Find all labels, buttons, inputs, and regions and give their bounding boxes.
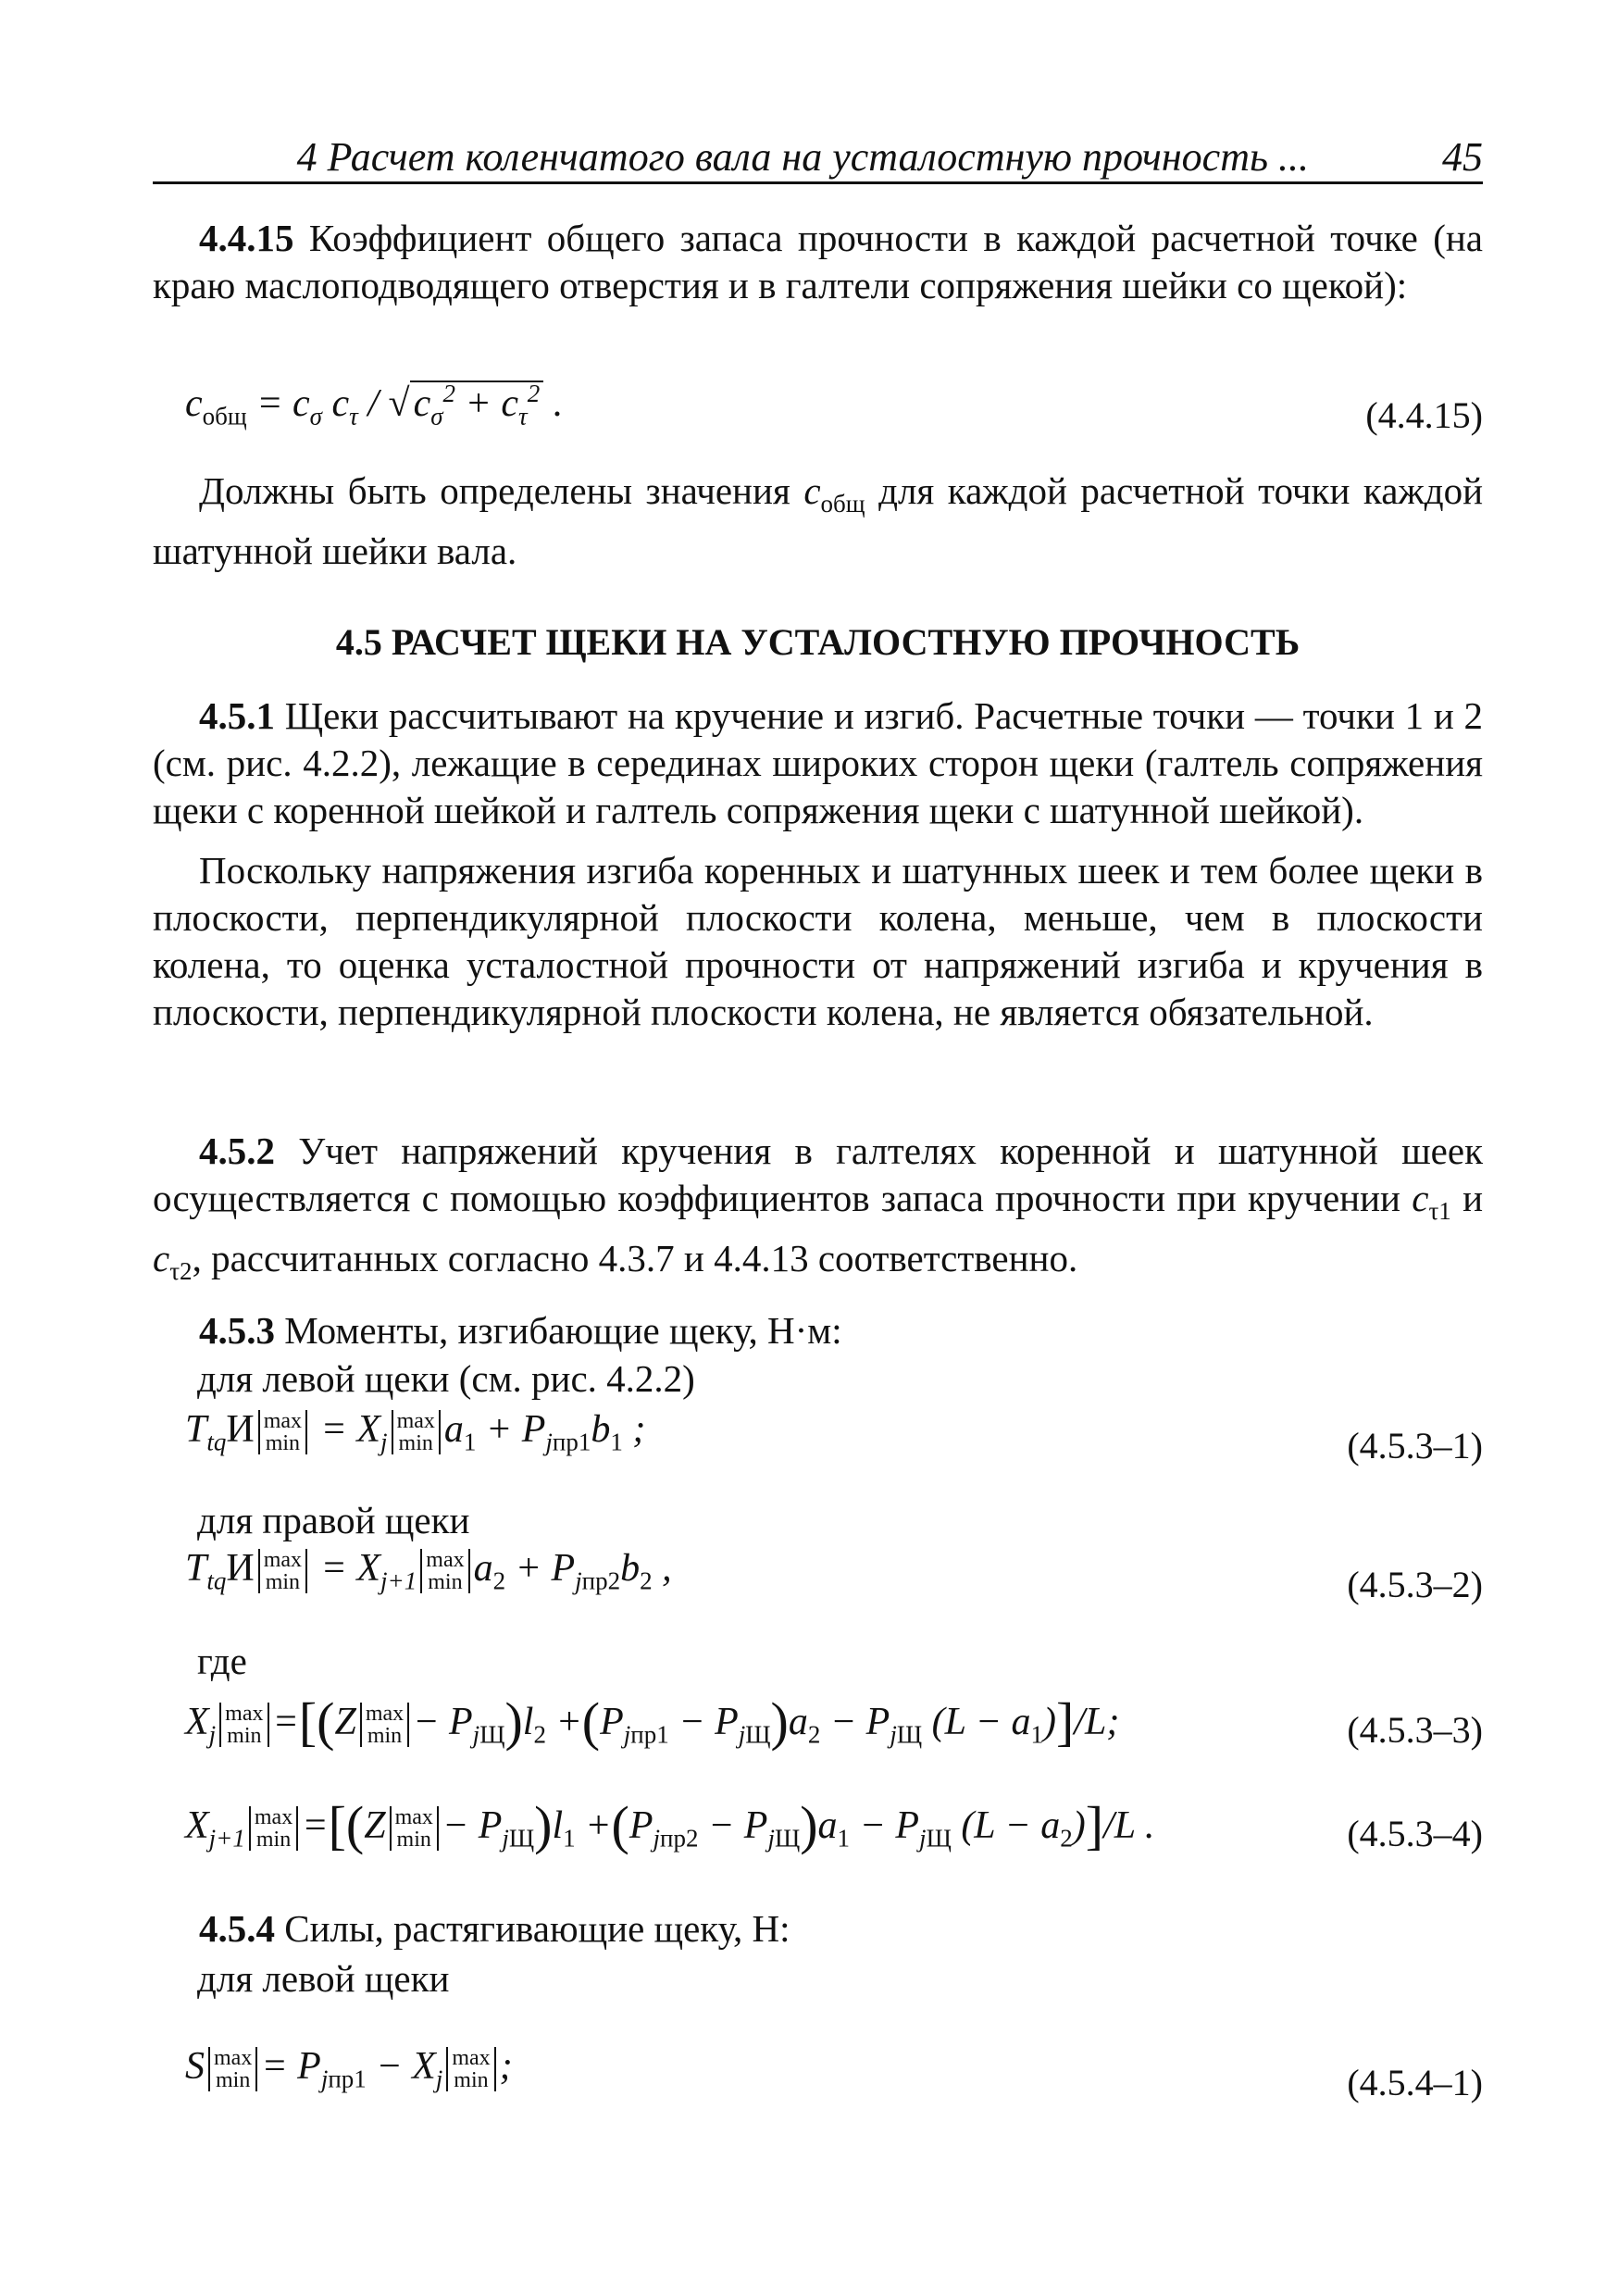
clause-number: 4.5.2 bbox=[199, 1129, 275, 1172]
paragraph-text: Коэффициент общего запаса прочности в каждой расчетной точке (на краю маслоподводящего отверстия и в галтели сопряжения шейки со щекой): bbox=[153, 217, 1483, 306]
paragraph: 4.5.4 Силы, растягивающие щеку, Н: bbox=[199, 1907, 790, 1950]
text-line: для левой щеки bbox=[197, 1957, 450, 2000]
paragraph bbox=[153, 215, 1483, 309]
section-4-5-3 bbox=[153, 1307, 1483, 1354]
equation-number: (4.5.3–1) bbox=[1347, 1425, 1483, 1466]
equation-number: (4.5.3–4) bbox=[1347, 1813, 1483, 1854]
paragraph: 4.5.3 Моменты, изгибающие щеку, Н·м: bbox=[199, 1309, 842, 1352]
equation-number: (4.5.3–2) bbox=[1347, 1564, 1483, 1605]
text-line: для левой щеки (см. рис. 4.2.2) bbox=[197, 1357, 695, 1400]
paragraph: Поскольку напряжения изгиба коренных и шатунных шеек и тем более щеки в плоскости, перпендикулярной плоскости колена, меньше, чем в плоскости колена, то оценка усталостной прочности от напряжений изгиба и кручения в плоскости, перпендикулярной плоскости колена, не является обязательной. bbox=[153, 849, 1483, 1033]
section-4-4-15 bbox=[153, 215, 1483, 309]
clause-number: 4.5.3 bbox=[199, 1309, 275, 1352]
formula-4-5-3-1: $T_{tq}И$ max min = $X_j$ max min $a_1 + P_{jпр1}b_1$ ; bbox=[185, 1408, 646, 1456]
formula-4-5-3-2: $T_{tq}И$ max min = $X_{j+1}$ max min $a_2 + P_{jпр2}b_2$ , bbox=[185, 1547, 672, 1595]
section-4-5-2 bbox=[153, 1128, 1483, 1295]
clause-number: 4.5.1 bbox=[199, 694, 275, 737]
running-header bbox=[153, 128, 1483, 184]
clause-number: 4.5.4 bbox=[199, 1907, 275, 1950]
paragraph: Должны быть определены значения $c_{общ}$ для каждой расчетной точки каждой шатунной шейки вала. bbox=[153, 469, 1484, 573]
section-4-5-4 bbox=[153, 1905, 1483, 1953]
section-4-4-15-note bbox=[153, 468, 1483, 575]
equation-number: (4.5.3–3) bbox=[1347, 1709, 1483, 1751]
equation-number: (4.4.15) bbox=[1365, 394, 1483, 436]
equation-number: (4.5.4–1) bbox=[1347, 2062, 1483, 2103]
paragraph: 4.5.2 Учет напряжений кручения в галтелях коренной и шатунной шеек осуществляется с помощью коэффициентов запаса прочности при кручении $c_{\tau 1}$ и $c_{\tau 2}$, рассчитанных согласно 4.3.7 и 4.4.13 соответственно. bbox=[153, 1129, 1484, 1286]
text-line: для правой щеки bbox=[197, 1499, 470, 1541]
clause-number: 4.4.15 bbox=[199, 217, 294, 259]
formula-4-5-3-3: $X_j$ max min =[(Z max min − $P_{jЩ})l_2 +(P_{jпр1} - P_{jЩ})a_2 - P_{jЩ}$ $(L - a_1)]/L$; bbox=[185, 1691, 1120, 1752]
formula-4-5-3-4: $X_{j+1}$ max min =[(Z max min − $P_{jЩ})l_1 +(P_{jпр2} - P_{jЩ})a_1 - P_{jЩ}$ $(L - a_2)]/L$ . bbox=[185, 1795, 1155, 1855]
formula-4-5-4-1: S max min = $P_{jпр1} - X_j$ max min ; bbox=[185, 2045, 513, 2093]
section-4-5-1 bbox=[153, 693, 1483, 1036]
page-number: 45 bbox=[1442, 134, 1483, 180]
paragraph: 4.5.1 Щеки рассчитывают на кручение и изгиб. Расчетные точки — точки 1 и 2 (см. рис. 4.2.2), лежащие в серединах широких сторон щеки (галтель сопряжения щеки с коренной шейкой и галтель сопряжения щеки с шатунной шейкой). bbox=[153, 694, 1484, 831]
formula-4-4-15: $c_{общ} = c_\sigma$ $c_\tau / √c_\sigma^2 + c_\tau^2$ . bbox=[185, 380, 564, 430]
running-title: 4 Расчет коленчатого вала на усталостную прочность ... bbox=[296, 134, 1309, 180]
section-heading: 4.5 РАСЧЕТ ЩЕКИ НА УСТАЛОСТНУЮ ПРОЧНОСТЬ bbox=[335, 621, 1301, 663]
text-line: где bbox=[197, 1640, 247, 1682]
